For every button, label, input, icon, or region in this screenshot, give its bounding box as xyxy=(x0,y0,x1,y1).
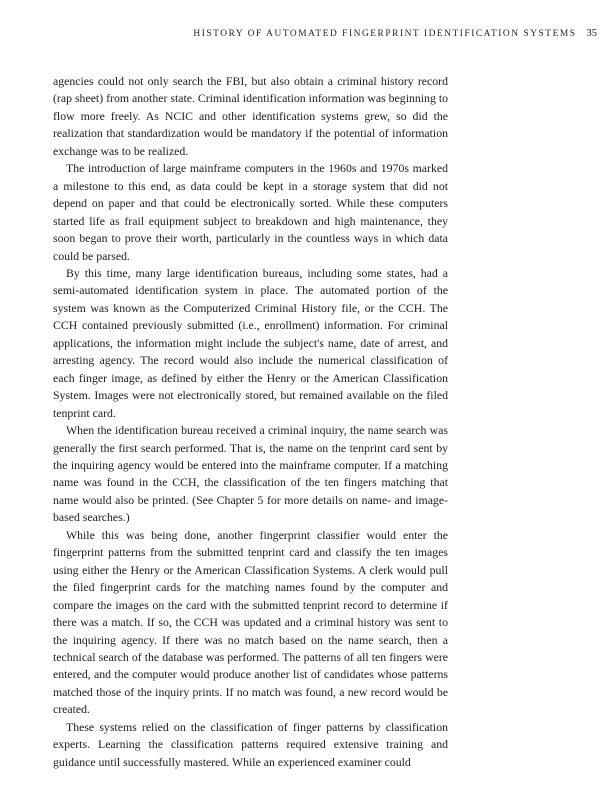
paragraph-6: These systems relied on the classification of finger patterns by classification experts. Learning the classification patterns required extensive training and guidance until successfully mastered. While an experienced examiner could xyxy=(53,719,448,769)
paragraph-2: The introduction of large mainframe computers in the 1960s and 1970s marked a milestone to this end, as data could be kept in a storage system that did not depend on paper and that could be electronically sorted. While these computers started life as frail equipment subject to breakdown and high maintenance, they soon began to prove their worth, particularly in the countless ways in which data could be parsed. xyxy=(53,161,448,263)
running-header xyxy=(193,28,597,39)
paragraph-4: When the identification bureau received a criminal inquiry, the name search was generally the first search performed. That is, the name on the tenprint card sent by the inquiring agency would be entered into the mainframe computer. If a matching name was found in the CCH, the classification of the ten fingers matching that name would also be printed. (See Chapter 5 for more details on name- and image-based searches.) xyxy=(53,423,448,525)
paragraph-3: By this time, many large identification bureaus, including some states, had a semi-automated identification system in place. The automated portion of the system was known as the Computerized Criminal History file, or the CCH. The CCH contained previously submitted (i.e., enrollment) information. For criminal applications, the information might include the subject's name, date of arrest, and arresting agency. The record would also include the numerical classification of each finger image, as defined by either the Henry or the American Classification System. Images were not electronically stored, but remained available on the filed tenprint card. xyxy=(53,265,448,420)
running-title: HISTORY OF AUTOMATED FINGERPRINT IDENTIFICATION SYSTEMS xyxy=(193,29,577,39)
paragraph-5: While this was being done, another fingerprint classifier would enter the fingerprint patterns from the submitted tenprint card and classify the ten images using either the Henry or the American Classification Systems. A clerk would pull the filed fingerprint cards for the matching names found by the computer and compare the images on the card with the submitted tenprint record to determine if there was a match. If so, the CCH was updated and a criminal history was sent to the inquiring agency. If there was no match based on the name search, then a technical search of the database was performed. The patterns of all ten fingers were entered, and the computer would produce another list of candidates whose patterns matched those of the inquiry prints. If no match was found, a new record would be created. xyxy=(53,527,448,717)
paragraph-1: agencies could not only search the FBI, but also obtain a criminal history record (rap sheet) from another state. Criminal identification information was beginning to flow more freely. As NCIC and other identification systems grew, so did the realization that standardization would be mandatory if the potential of information exchange was to be realized. xyxy=(53,74,448,158)
page-number: 35 xyxy=(586,28,597,39)
body-text xyxy=(53,73,448,771)
